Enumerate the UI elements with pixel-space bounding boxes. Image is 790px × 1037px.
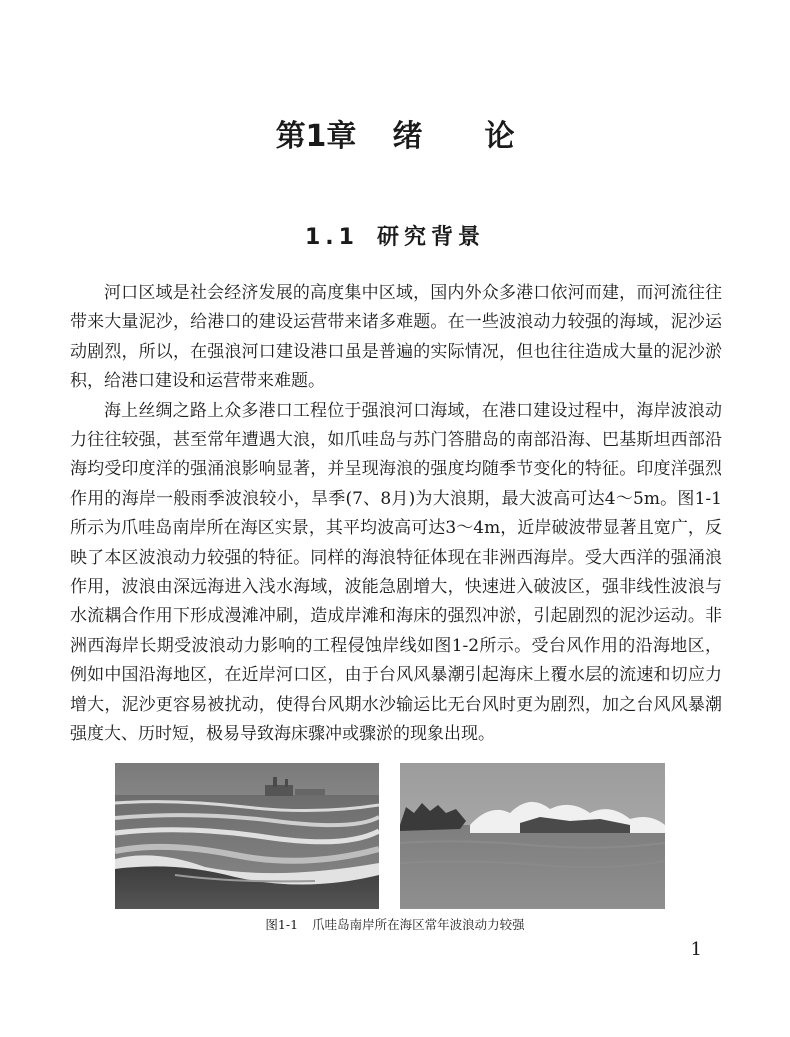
figure-number: 图1-1 [265,917,299,932]
section-heading: 研究背景 [376,225,485,250]
paragraph-2: 海上丝绸之路上众多港口工程位于强浪河口海域，在港口建设过程中，海岸波浪动力往往较强，甚至常年遭遇大浪，如爪哇岛与苏门答腊岛的南部沿海、巴基斯坦西部沿海均受印度洋的强涌浪影响显著，并呈现海浪的强度均随季节变化的特征。印度洋强烈作用的海岸一般雨季波浪较小，旱季(7、8月)为大浪期，最大波高可达4～5m。图1-1所示为爪哇岛南岸所在海区实景，其平均波高可达3～4m，近岸破波带显著且宽广，反映了本区波浪动力较强的特征。同样的海浪特征体现在非洲西海岸。受大西洋的强涌浪作用，波浪由深远海进入浅水海域，波能急剧增大，快速进入破波区，强非线性波浪与水流耦合作用下形成漫滩冲刷，造成岸滩和海床的强烈冲淤，引起剧烈的泥沙运动。非洲西海岸长期受波浪动力影响的工程侵蚀岸线如图1-2所示。受台风作用的沿海地区，例如中国沿海地区，在近岸河口区，由于台风风暴潮引起海床上覆水层的流速和切应力增大，泥沙更容易被扰动，使得台风期水沙输运比无台风时更为剧烈，加之台风风暴潮强度大、历时短，极易导致海床骤冲或骤淤的现象出现。 [70,400,722,745]
beach-waves-photo [115,763,379,909]
section-title [0,222,790,254]
breakwater-waves-photo [400,763,665,909]
section-number: 1.1 [305,225,359,250]
figure-caption-text: 爪哇岛南岸所在海区常年波浪动力较强 [312,917,525,932]
paragraph-1: 河口区域是社会经济发展的高度集中区域，国内外众多港口依河而建，而河流往往带来大量泥沙，给港口的建设运营带来诸多难题。在一些波浪动力较强的海域，泥沙运动剧烈，所以，在强浪河口建设港口虽是普遍的实际情况，但也往往造成大量的泥沙淤积，给港口建设和运营带来难题。 [70,283,722,392]
chapter-title-part1: 绪 [392,119,423,154]
body-text [70,279,722,750]
page-number: 1 [690,939,702,960]
chapter-title-part2: 论 [484,119,515,154]
figure-caption [0,916,790,934]
chapter-number: 第1章 [275,119,357,154]
chapter-title [0,115,790,159]
